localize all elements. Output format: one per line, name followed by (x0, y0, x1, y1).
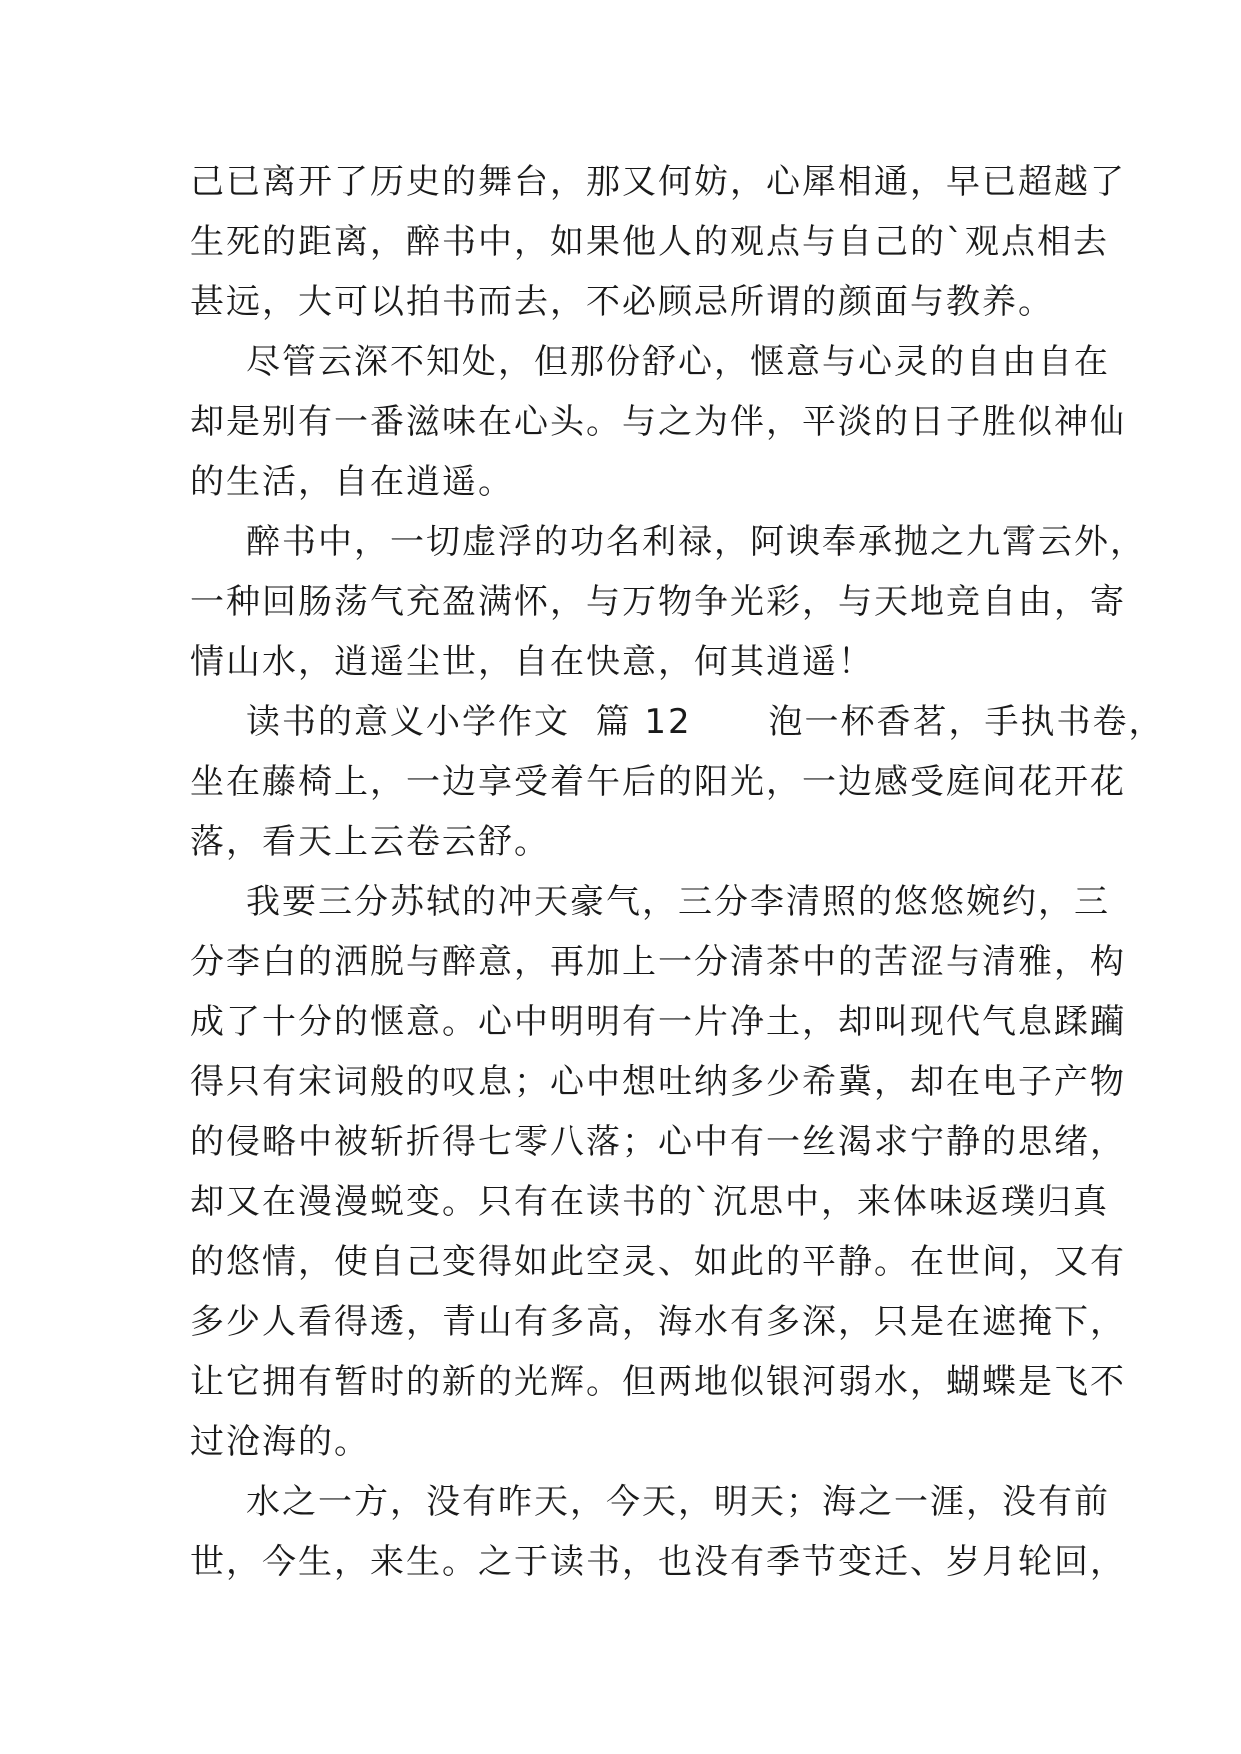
text-line: 多少人看得透，青山有多高，海水有多深，只是在遮掩下， (190, 1302, 1126, 1342)
document-body (190, 152, 1165, 1592)
paragraph-start-line: 水之一方，没有昨天，今天，明天；海之一涯，没有前 (246, 1482, 1110, 1522)
text-line: 的生活，自在逍遥。 (190, 462, 514, 502)
text-line: 的侵略中被斩折得七零八落；心中有一丝渴求宁静的思绪， (190, 1122, 1126, 1162)
text-line: 分李白的洒脱与醉意，再加上一分清茶中的苦涩与清雅，构 (190, 942, 1126, 982)
text-line: 甚远，大可以拍书而去，不必顾忌所谓的颜面与教养。 (190, 282, 1054, 322)
text-line: 得只有宋词般的叹息；心中想吐纳多少希冀，却在电子产物 (190, 1062, 1126, 1102)
text-line: 成了十分的惬意。心中明明有一片净土，却叫现代气息蹂躏 (190, 1002, 1126, 1042)
text-line: 落，看天上云卷云舒。 (190, 822, 550, 862)
text-line: 过沧海的。 (190, 1422, 370, 1462)
paragraph-start-line: 醉书中，一切虚浮的功名利禄，阿谀奉承抛之九霄云外， (246, 522, 1146, 562)
text-line: 一种回肠荡气充盈满怀，与万物争光彩，与天地竞自由，寄 (190, 582, 1126, 622)
text-line: 却是别有一番滋味在心头。与之为伴，平淡的日子胜似神仙 (190, 402, 1126, 442)
text-line: 却又在漫漫蜕变。只有在读书的`沉思中，来体味返璞归真 (190, 1182, 1109, 1222)
text-line: 生死的距离，醉书中，如果他人的观点与自己的`观点相去 (190, 222, 1109, 262)
paragraph-start-line: 读书的意义小学作文 篇 12 泡一杯香茗，手执书卷， (246, 702, 1165, 742)
text-line: 世，今生，来生。之于读书，也没有季节变迁、岁月轮回， (190, 1542, 1126, 1582)
text-line: 情山水，逍遥尘世，自在快意，何其逍遥！ (190, 642, 874, 682)
paragraph-start-line: 我要三分苏轼的冲天豪气，三分李清照的悠悠婉约，三 (246, 882, 1110, 922)
text-line: 己已离开了历史的舞台，那又何妨，心犀相通，早已超越了 (190, 162, 1126, 202)
text-line: 的悠情，使自己变得如此空灵、如此的平静。在世间，又有 (190, 1242, 1126, 1282)
paragraph-start-line: 尽管云深不知处，但那份舒心，惬意与心灵的自由自在 (246, 342, 1110, 382)
text-line: 让它拥有暂时的新的光辉。但两地似银河弱水，蝴蝶是飞不 (190, 1362, 1126, 1402)
text-line: 坐在藤椅上，一边享受着午后的阳光，一边感受庭间花开花 (190, 762, 1126, 802)
